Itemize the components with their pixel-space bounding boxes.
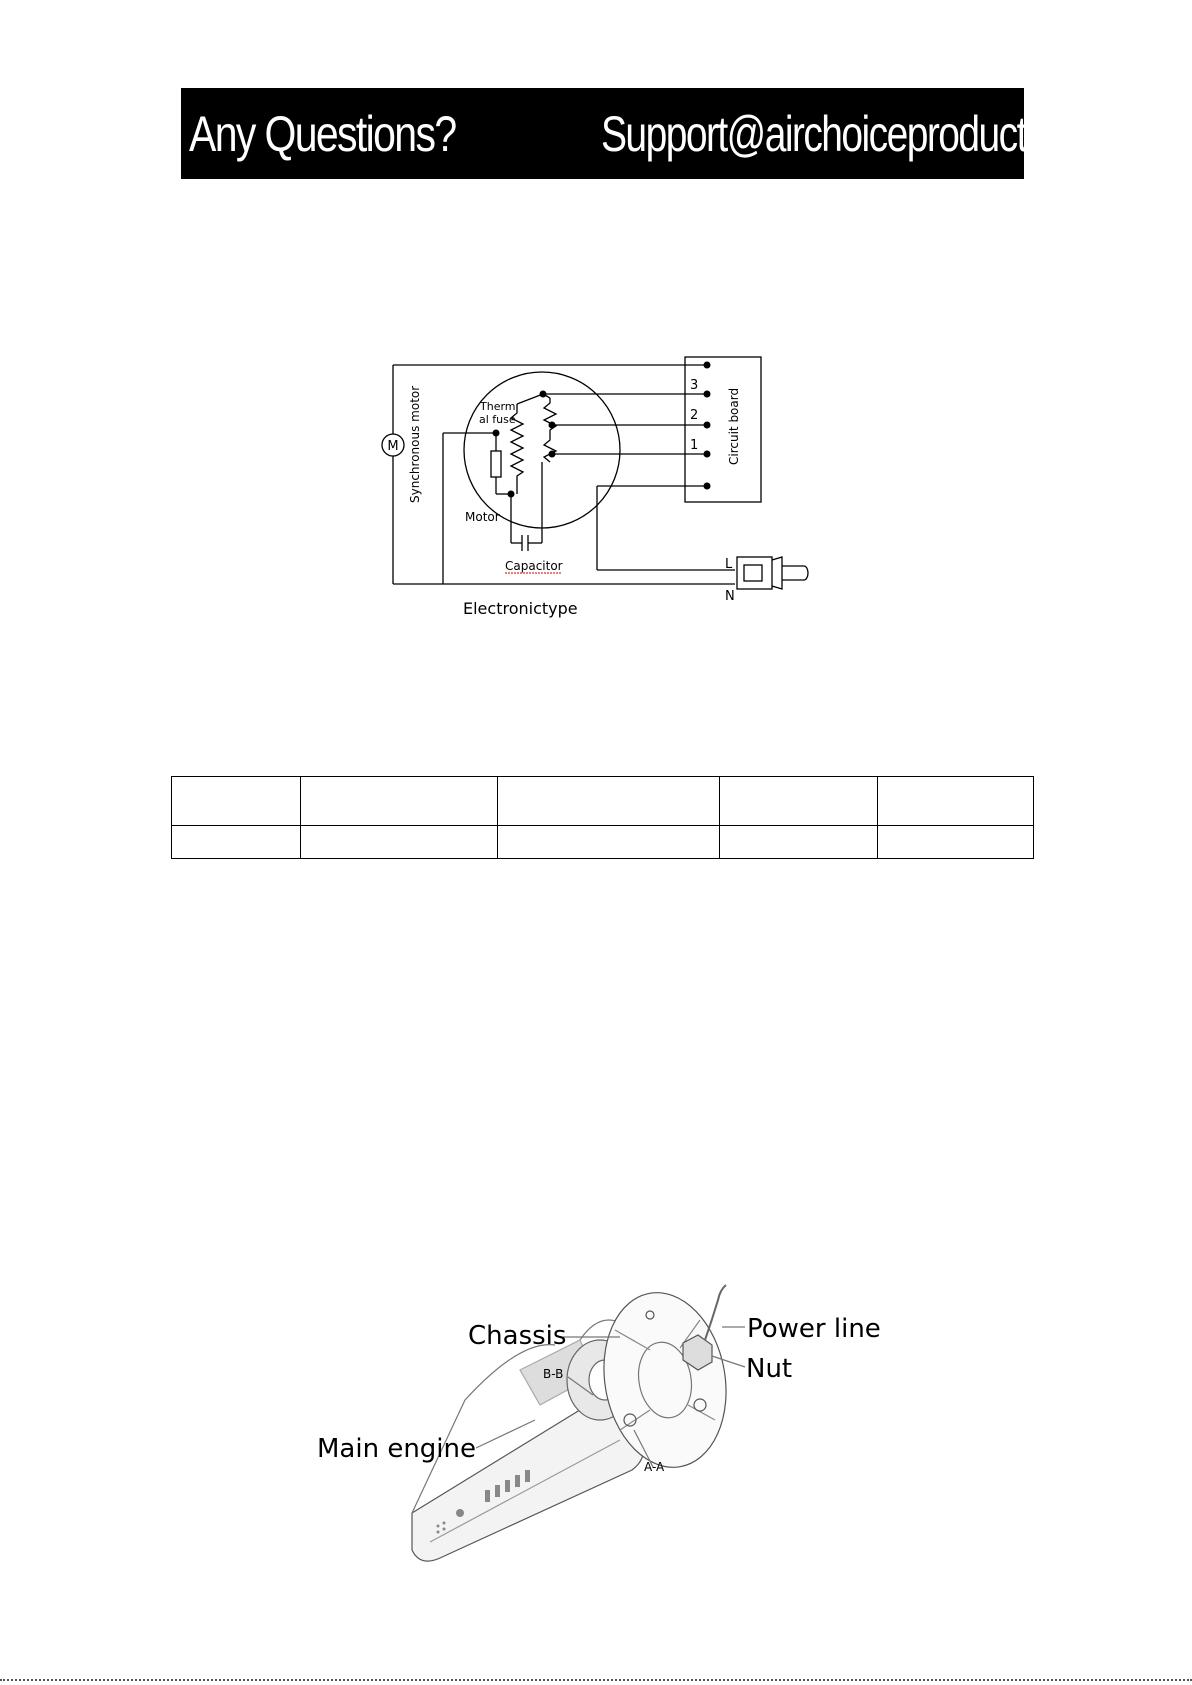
table-cell <box>172 826 301 859</box>
diagram-caption: Electronictype <box>463 599 578 618</box>
assembly-diagram <box>0 1280 1192 1580</box>
thermal-fuse-label-1: Therm <box>480 400 516 413</box>
neutral-label: N <box>725 589 735 604</box>
support-email-link[interactable]: Support@airchoiceproducts.com <box>600 105 1123 162</box>
terminal-2-label: 2 <box>690 408 699 423</box>
nut-label: Nut <box>746 1354 793 1384</box>
live-label: L <box>725 557 733 572</box>
table-cell <box>498 826 720 859</box>
table-cell <box>498 777 720 826</box>
chassis-label: Chassis <box>468 1321 567 1351</box>
table-cell <box>301 826 498 859</box>
circuit-board-label: Circuit board <box>727 387 741 465</box>
table-row <box>172 777 1034 826</box>
synchronous-motor-label: Synchronous motor <box>408 385 422 503</box>
footer-divider <box>0 1679 1192 1681</box>
power-line-label: Power line <box>747 1314 881 1344</box>
table-cell <box>720 826 878 859</box>
terminal-1-label: 1 <box>690 438 699 453</box>
table-cell <box>720 777 878 826</box>
terminal-3-label: 3 <box>690 378 699 393</box>
power-line-cable <box>705 1285 726 1340</box>
table-cell <box>172 777 301 826</box>
table-cell <box>878 826 1034 859</box>
table-cell <box>301 777 498 826</box>
table-cell <box>878 777 1034 826</box>
thermal-fuse-label-2: al fuse <box>479 413 516 426</box>
spec-table <box>171 776 1034 859</box>
banner-question: Any Questions? <box>189 105 456 162</box>
wiring-diagram <box>0 0 1192 700</box>
section-b-label: B-B <box>543 1367 564 1381</box>
main-engine-label: Main engine <box>317 1434 477 1464</box>
table-row <box>172 826 1034 859</box>
capacitor-label: Capacitor <box>505 559 563 573</box>
motor-symbol-label: M <box>387 439 399 454</box>
motor-label: Motor <box>465 510 500 524</box>
section-a-label: A-A <box>644 1460 665 1474</box>
